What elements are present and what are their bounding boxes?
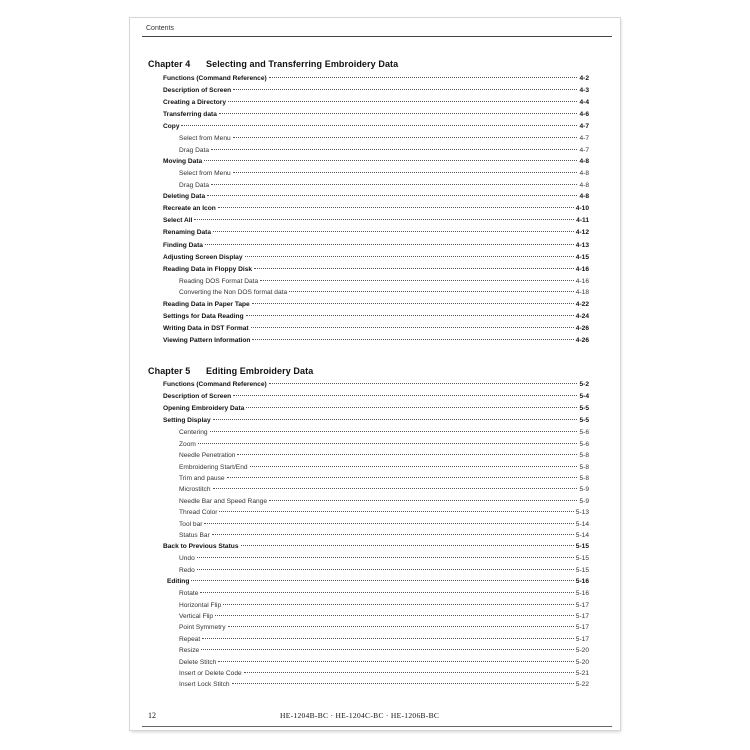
toc-subentry — [163, 287, 589, 298]
toc-page-number: 5-16 — [575, 578, 589, 586]
toc-entry-label: Transferring data — [163, 111, 217, 119]
dot-leader — [241, 545, 574, 546]
toc-page-number: 5-20 — [575, 658, 589, 666]
toc-page-number: 5-22 — [575, 681, 589, 689]
dot-leader — [232, 683, 574, 684]
dot-leader — [197, 569, 574, 570]
dot-leader — [198, 443, 578, 444]
toc-entry — [163, 191, 589, 203]
toc-entry-label: Finding Data — [163, 241, 203, 249]
dot-leader — [211, 149, 577, 150]
toc-entry-label: Embroidering Start/End — [179, 463, 248, 471]
toc-entry-label: Needle Penetration — [179, 452, 236, 460]
dot-leader — [215, 615, 574, 616]
chapter-4-heading — [148, 59, 398, 69]
toc-entry-label: Centering — [179, 429, 208, 437]
toc-entry — [163, 252, 589, 264]
toc-subentry — [163, 462, 589, 473]
footer-model-names: HE-1204B-BC · HE-1204C-BC · HE-1206B-BC — [280, 711, 440, 720]
toc-entry-label: Copy — [163, 123, 180, 131]
dot-leader — [212, 534, 574, 535]
toc-subentry — [163, 133, 589, 144]
footer-rule — [142, 726, 612, 727]
toc-page-number: 4-13 — [575, 241, 589, 249]
toc-page-number: 5-4 — [579, 393, 589, 401]
dot-leader — [213, 419, 578, 420]
toc-page-number: 5-6 — [579, 440, 589, 448]
toc-page-number: 4-22 — [575, 300, 589, 308]
toc-entry-label: Select from Menu — [179, 170, 231, 178]
toc-entry-label: Trim and pause — [179, 474, 225, 482]
dot-leader — [246, 407, 577, 408]
toc-entry-label: Functions (Command Reference) — [163, 381, 267, 388]
toc-entry-label: Setting Display — [163, 417, 211, 425]
toc-page-number: 5-17 — [575, 635, 589, 643]
toc-subentry — [163, 553, 589, 564]
toc-subentry — [163, 439, 589, 450]
dot-leader — [233, 172, 578, 173]
toc-page-number: 4-15 — [575, 253, 589, 261]
dot-leader — [227, 477, 578, 478]
toc-entry-label: Adjusting Screen Display — [163, 253, 243, 261]
dot-leader — [246, 315, 574, 316]
dot-leader — [237, 454, 577, 455]
dot-leader — [213, 231, 574, 232]
dot-leader — [218, 661, 573, 662]
toc-entry — [163, 97, 589, 109]
toc-subentry — [163, 565, 589, 576]
toc-page-number: 5-15 — [575, 566, 589, 574]
toc-entry — [163, 227, 589, 239]
chapter-5-heading — [148, 366, 313, 376]
toc-entry — [163, 203, 589, 215]
toc-entry-label: Tool bar — [179, 520, 203, 528]
toc-subentry — [163, 496, 589, 507]
toc-page-number: 5-14 — [575, 520, 589, 528]
toc-page-number: 5-16 — [575, 590, 589, 598]
toc-entry — [163, 403, 589, 415]
toc-page-number: 5-13 — [575, 509, 589, 517]
toc-subentry — [163, 668, 589, 679]
toc-page-number: 4-6 — [579, 111, 589, 119]
toc-entry-label: Undo — [179, 555, 195, 563]
dot-leader — [252, 339, 573, 340]
running-head: Contents — [146, 25, 175, 32]
toc-entry — [163, 109, 589, 121]
toc-entry — [163, 121, 589, 133]
toc-entry-label: Opening Embroidery Data — [163, 405, 245, 413]
toc-subentry — [163, 519, 589, 530]
toc-entry — [163, 541, 589, 553]
dot-leader — [213, 488, 578, 489]
dot-leader — [269, 77, 578, 78]
dot-leader — [228, 101, 577, 102]
toc-entry — [163, 73, 589, 85]
chapter-4-toc — [163, 73, 589, 347]
dot-leader — [233, 395, 577, 396]
toc-entry-label: Functions (Command Reference) — [163, 75, 267, 82]
toc-entry — [163, 240, 589, 252]
toc-page-number: 5-20 — [575, 647, 589, 655]
toc-page-number: 5-6 — [579, 429, 589, 437]
toc-page-number: 4-18 — [575, 289, 589, 297]
toc-entry-label: Redo — [179, 566, 195, 574]
dot-leader — [219, 511, 573, 512]
toc-entry — [163, 335, 589, 347]
toc-page-number: 5-9 — [579, 497, 589, 505]
dot-leader — [207, 195, 577, 196]
dot-leader — [219, 113, 578, 114]
toc-entry-label: Settings for Data Reading — [163, 312, 244, 320]
toc-subentry — [163, 622, 589, 633]
dot-leader — [251, 327, 574, 328]
toc-entry-label: Vertical Flip — [179, 613, 214, 621]
toc-page-number: 4-16 — [575, 265, 589, 273]
toc-subentry — [163, 484, 589, 495]
toc-page-number: 4-11 — [576, 217, 589, 225]
toc-page-number: 4-3 — [579, 87, 589, 95]
toc-page-number: 4-12 — [575, 229, 589, 237]
chapter-number: Chapter 4 — [148, 59, 191, 69]
toc-entry-label: Renaming Data — [163, 229, 211, 237]
toc-entry — [163, 576, 589, 588]
toc-subentry — [163, 645, 589, 656]
dot-leader — [218, 207, 574, 208]
toc-entry-label: Thread Color — [179, 509, 218, 517]
chapter-title: Selecting and Transferring Embroidery Data — [206, 59, 399, 69]
toc-entry-label: Needle Bar and Speed Range — [179, 497, 267, 505]
toc-page-number: 4-7 — [579, 146, 589, 154]
toc-entry-label: Repeat — [179, 635, 201, 643]
dot-leader — [223, 604, 574, 605]
chapter-number: Chapter 5 — [148, 366, 191, 376]
toc-page-number: 4-7 — [579, 123, 589, 131]
toc-entry — [163, 215, 589, 227]
dot-leader — [233, 89, 577, 90]
toc-page-number: 4-8 — [579, 158, 589, 166]
toc-page-number: 5-8 — [579, 452, 589, 460]
toc-entry-label: Recreate an Icon — [163, 205, 216, 213]
toc-entry-label: Status Bar — [179, 531, 210, 539]
toc-subentry — [163, 600, 589, 611]
toc-subentry — [163, 507, 589, 518]
toc-entry-label: Reading Data in Floppy Disk — [163, 265, 253, 273]
toc-page-number: 4-8 — [579, 170, 589, 178]
toc-page-number: 5-17 — [575, 613, 589, 621]
dot-leader — [211, 184, 577, 185]
toc-subentry — [163, 588, 589, 599]
toc-subentry — [163, 634, 589, 645]
toc-page-number: 5-15 — [575, 543, 589, 551]
toc-subentry — [163, 276, 589, 287]
toc-entry — [163, 415, 589, 427]
toc-page-number: 5-9 — [579, 486, 589, 494]
dot-leader — [269, 500, 577, 501]
toc-page-number: 5-8 — [579, 474, 589, 482]
dot-leader — [205, 244, 574, 245]
toc-subentry — [163, 450, 589, 461]
toc-entry-label: Moving Data — [163, 158, 203, 166]
toc-entry-label: Select from Menu — [179, 135, 231, 143]
toc-entry-label: Deleting Data — [163, 193, 206, 201]
toc-entry-label: Description of Screen — [163, 393, 232, 401]
toc-subentry — [163, 530, 589, 541]
toc-subentry — [163, 427, 589, 438]
toc-entry-label: Reading DOS Format Data — [179, 277, 259, 285]
dot-leader — [181, 125, 577, 126]
toc-entry — [163, 323, 589, 335]
toc-subentry — [163, 679, 589, 690]
dot-leader — [289, 291, 574, 292]
toc-page-number: 5-5 — [579, 405, 589, 413]
toc-page-number: 4-16 — [575, 277, 589, 285]
dot-leader — [233, 137, 578, 138]
toc-page-number: 4-26 — [575, 324, 589, 332]
toc-entry-label: Resize — [179, 647, 200, 655]
toc-page-number: 5-17 — [575, 624, 589, 632]
dot-leader — [254, 268, 574, 269]
toc-subentry — [163, 180, 589, 191]
toc-subentry — [163, 657, 589, 668]
dot-leader — [191, 580, 573, 581]
toc-page-number: 5-8 — [579, 463, 589, 471]
toc-subentry — [163, 611, 589, 622]
toc-page-number: 4-8 — [579, 181, 589, 189]
toc-entry — [163, 85, 589, 97]
toc-entry-label: Description of Screen — [163, 87, 232, 95]
toc-entry-label: Writing Data in DST Format — [163, 324, 249, 332]
dot-leader — [201, 649, 574, 650]
toc-entry-label: Microstitch — [179, 486, 211, 494]
dot-leader — [204, 160, 577, 161]
toc-entry-label: Converting the Non DOS format data — [179, 289, 288, 297]
toc-entry-label: Drag Data — [179, 181, 210, 189]
toc-page-number: 5-2 — [579, 381, 589, 388]
toc-page-number: 5-15 — [575, 555, 589, 563]
toc-page-number: 5-14 — [575, 531, 589, 539]
toc-entry-label: Drag Data — [179, 146, 210, 154]
header-rule — [142, 36, 612, 37]
toc-entry-label: Creating a Directory — [163, 99, 227, 107]
toc-entry — [163, 311, 589, 323]
toc-subentry — [163, 168, 589, 179]
chapter-title: Editing Embroidery Data — [206, 366, 314, 376]
toc-entry-label: Delete Stitch — [179, 658, 217, 666]
toc-page-number: 4-24 — [575, 312, 589, 320]
dot-leader — [194, 219, 574, 220]
toc-entry-label: Insert or Delete Code — [179, 669, 242, 677]
toc-page-number: 4-8 — [579, 193, 589, 201]
toc-entry-label: Reading Data in Paper Tape — [163, 300, 250, 308]
toc-page-number: 5-5 — [579, 417, 589, 425]
dot-leader — [200, 592, 573, 593]
toc-page-number: 5-21 — [575, 669, 589, 677]
toc-page-number: 4-26 — [575, 336, 589, 344]
dot-leader — [204, 523, 573, 524]
toc-page-number: 4-2 — [579, 75, 589, 82]
toc-entry-label: Rotate — [179, 590, 199, 598]
dot-leader — [228, 626, 574, 627]
toc-page-number: 5-17 — [575, 601, 589, 609]
toc-entry-label: Select All — [163, 217, 193, 225]
dot-leader — [197, 557, 574, 558]
toc-entry-label: Horizontal Flip — [179, 601, 222, 609]
toc-entry-label: Point Symmetry — [179, 624, 226, 632]
toc-entry-label: Editing — [167, 578, 190, 586]
toc-entry — [163, 156, 589, 168]
dot-leader — [210, 431, 578, 432]
dot-leader — [202, 638, 574, 639]
footer-page-number: 12 — [148, 711, 156, 720]
toc-subentry — [163, 145, 589, 156]
dot-leader — [269, 383, 578, 384]
toc-page-number: 4-10 — [575, 205, 589, 213]
toc-page-number: 4-4 — [579, 99, 589, 107]
toc-entry — [163, 391, 589, 403]
toc-entry-label: Viewing Pattern Information — [163, 336, 251, 344]
toc-entry — [163, 264, 589, 276]
dot-leader — [252, 303, 574, 304]
toc-entry — [163, 379, 589, 391]
toc-entry-label: Zoom — [179, 440, 196, 448]
toc-entry-label: Insert Lock Stitch — [179, 681, 230, 689]
dot-leader — [250, 466, 578, 467]
chapter-5-toc — [163, 379, 589, 691]
toc-entry — [163, 299, 589, 311]
toc-subentry — [163, 473, 589, 484]
manual-page — [130, 18, 620, 730]
dot-leader — [245, 256, 574, 257]
toc-page-number: 4-7 — [579, 135, 589, 143]
dot-leader — [244, 672, 574, 673]
dot-leader — [260, 280, 574, 281]
toc-entry-label: Back to Previous Status — [163, 543, 239, 551]
